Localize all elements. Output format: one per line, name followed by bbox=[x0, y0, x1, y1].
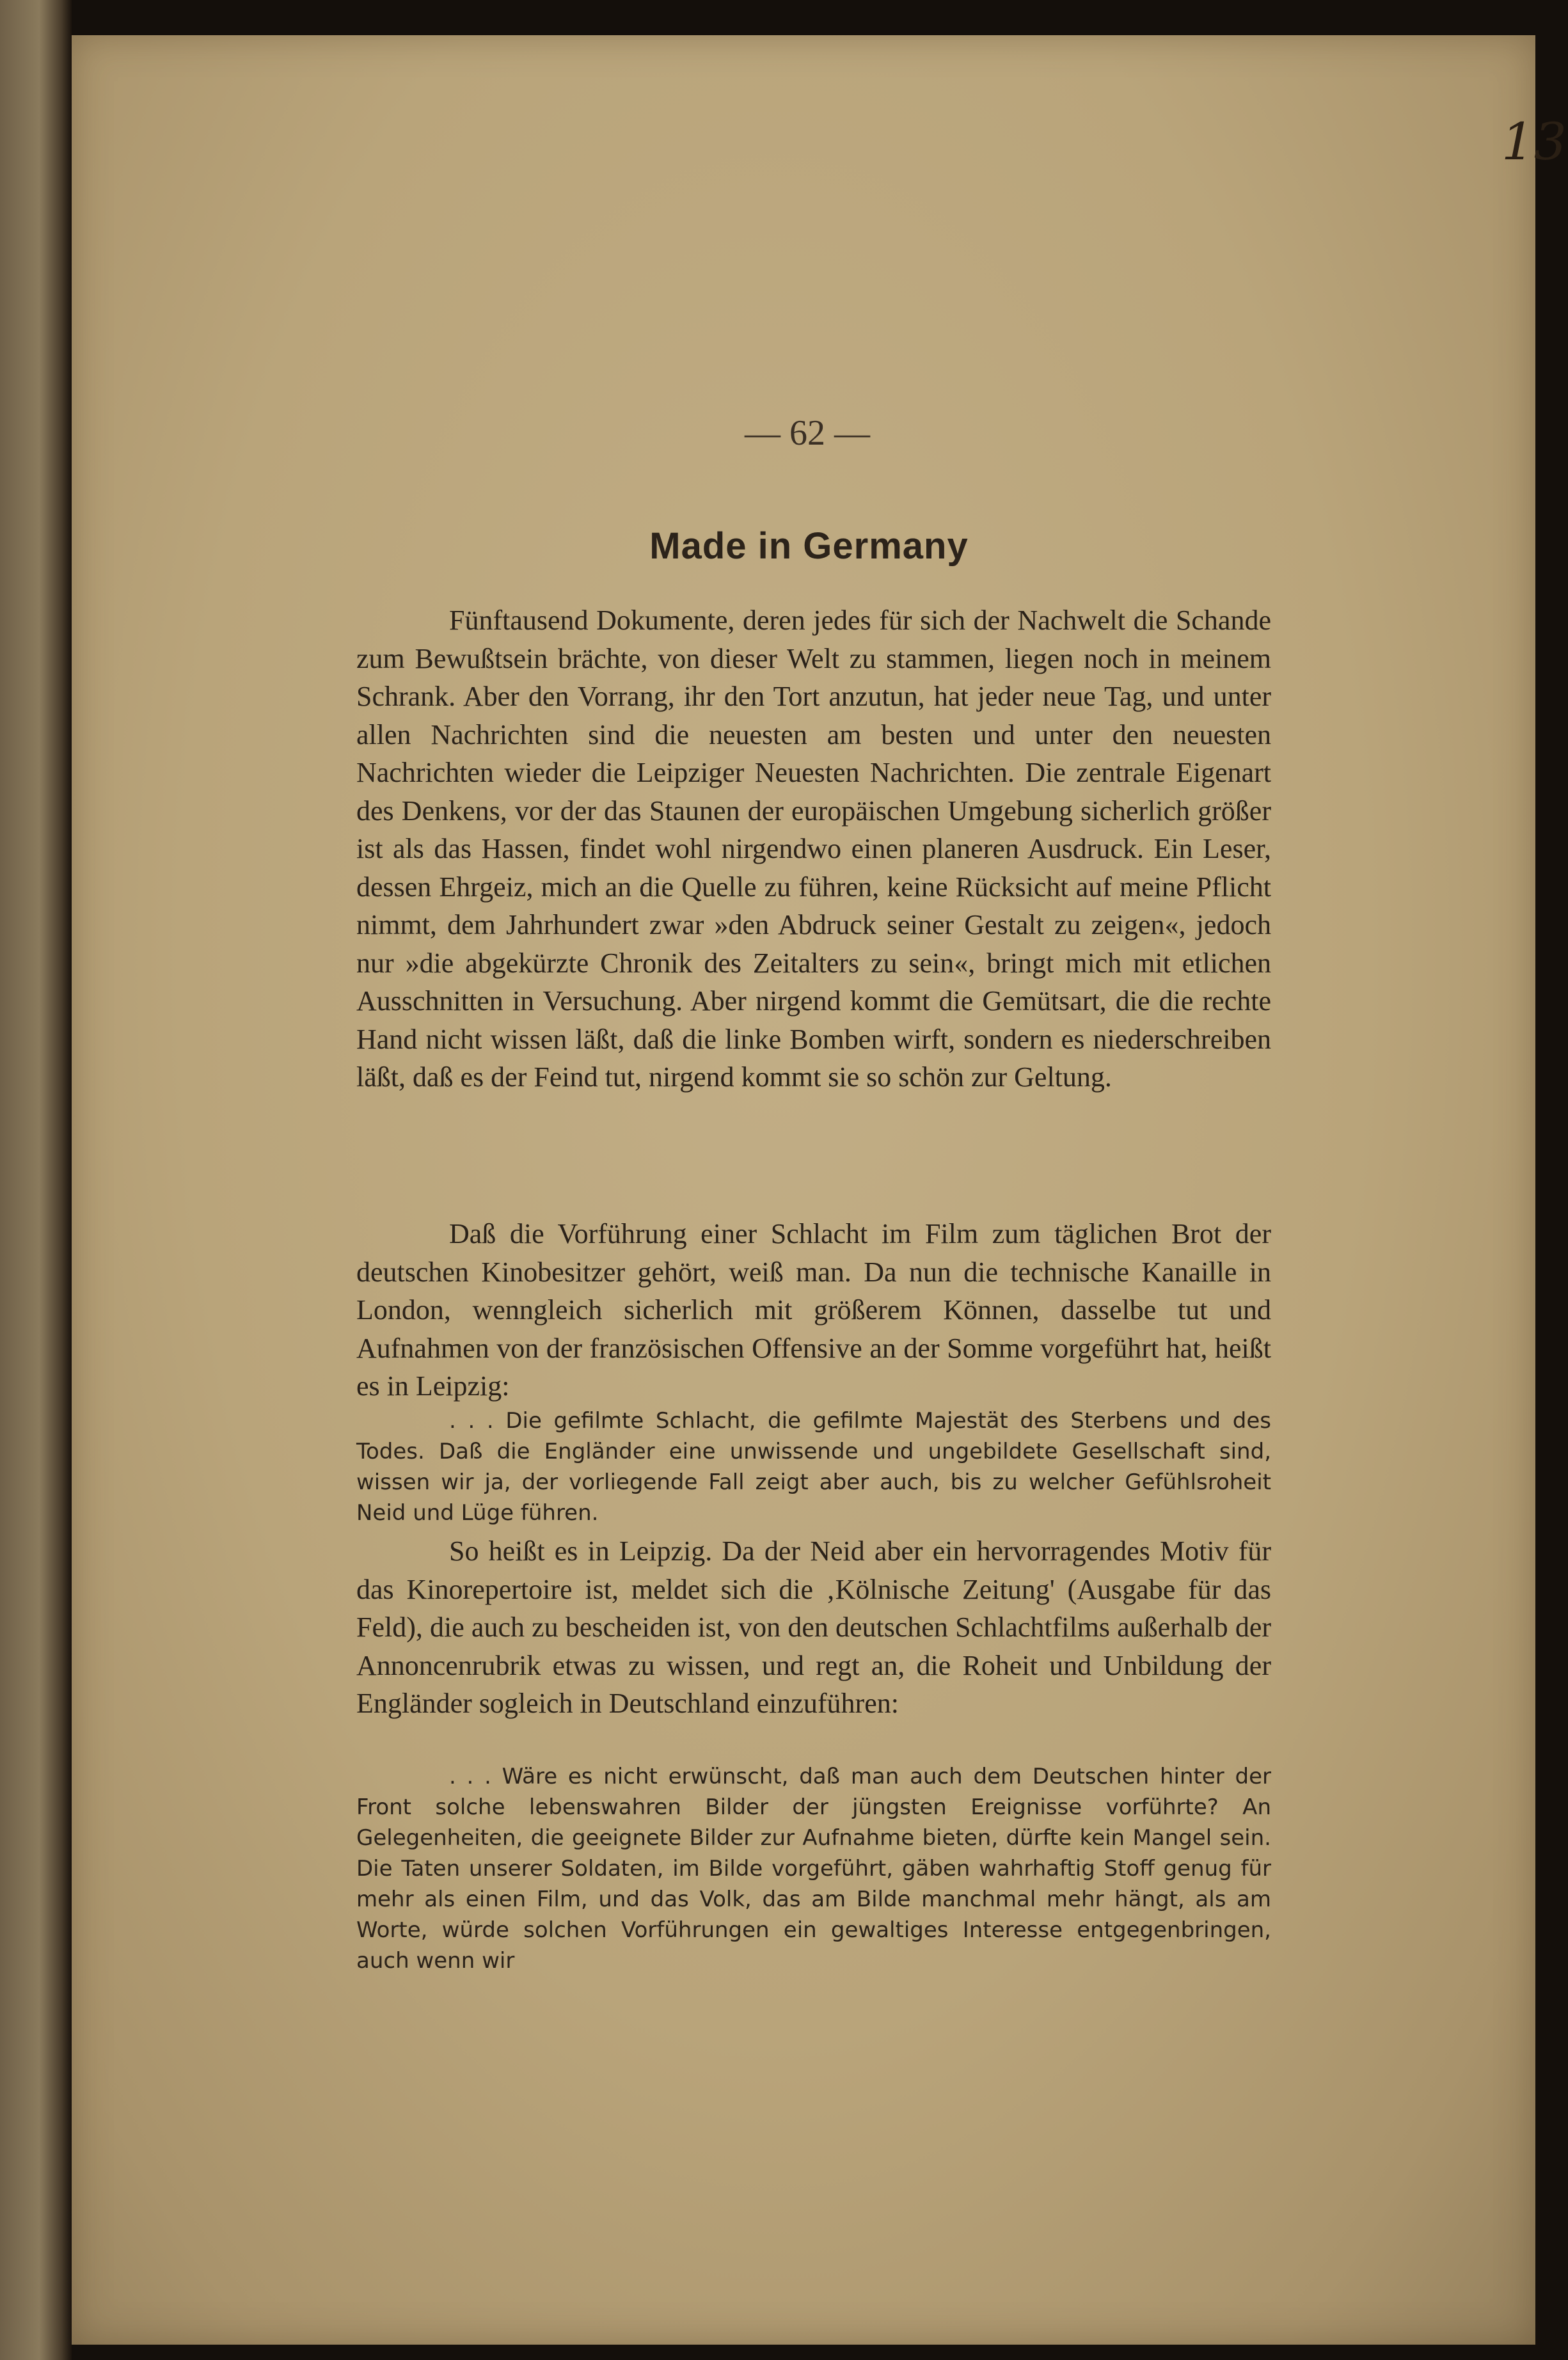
page-title: Made in Germany bbox=[649, 525, 969, 567]
book-page bbox=[72, 35, 1567, 2345]
paragraph-text: So heißt es in Leipzig. Da der Neid aber ein hervorragendes Motiv für das Kinorepertoire ist, meldet sich die ‚Kölnische Zeitung' (Ausgabe für das Feld), die auch zu bescheiden ist, von den deutschen Schlachtfilms außerhalb der Annoncenrubrik etwas zu wissen, und regt an, die Roheit und Unbildung der Engländer sogleich in Deutschland einzuführen: bbox=[356, 1535, 1271, 1719]
handwritten-folio-number: 13 bbox=[1501, 112, 1567, 171]
quotation-text: . . . Die gefilmte Schlacht, die gefilmte Majestät des Sterbens und des Todes. Daß die Engländer eine unwissende und ungebildete Gesellschaft sind, wissen wir ja, der vorliegende Fall zeigt aber auch, bis zu welcher Gefühlsroheit Neid und Lüge führen. bbox=[356, 1408, 1271, 1526]
paragraph-text: Fünftausend Dokumente, deren jedes für sich der Nachwelt die Schande zum Bewußtsein brächte, von dieser Welt zu stammen, liegen noch in meinem Schrank. Aber den Vorrang, ihr den Tort anzutun, hat jeder neue Tag, und unter allen Nachrichten sind die neuesten am besten und unter den neuesten Nachrichten wieder die Leipziger Neuesten Nachrichten. Die zentrale Eigenart des Denkens, vor der das Staunen der europäischen Umgebung sicherlich größer ist als das Hassen, findet wohl nirgendwo einen planeren Ausdruck. Ein Leser, dessen Ehrgeiz, mich an die Quelle zu führen, keine Rücksicht auf meine Pflicht nimmt, dem Jahrhundert zwar »den Abdruck seiner Gestalt zu zeigen«, jedoch nur »die abgekürzte Chronik des Zeitalters zu sein«, bringt mich mit etlichen Ausschnitten in Versuchung. Aber nirgend kommt die Gemütsart, die die rechte Hand nicht wissen läßt, daß die linke Bomben wirft, sondern es niederschreiben läßt, daß es der Feind tut, nirgend kommt sie so schön zur Geltung. bbox=[356, 605, 1271, 1093]
paragraph-2 bbox=[356, 1215, 1271, 1406]
quotation-2 bbox=[356, 1761, 1271, 1976]
quotation-1 bbox=[356, 1406, 1271, 1528]
page-number: — 62 — bbox=[745, 413, 870, 453]
paragraph-text: Daß die Vorführung einer Schlacht im Film zum täglichen Brot der deutschen Kinobesitzer gehört, weiß man. Da nun die technische Kanaille in London, wenngleich sicherlich mit größerem Können, dasselbe tut und Aufnahmen von der französischen Offensive an der Somme vorgeführt hat, heißt es in Leipzig: bbox=[356, 1218, 1271, 1402]
paragraph-1 bbox=[356, 601, 1271, 1097]
quotation-text: . . . Wäre es nicht erwünscht, daß man auch dem Deutschen hinter der Front solche lebenswahren Bilder der jüngsten Ereignisse vorführte? An Gelegenheiten, die geeignete Bilder zur Aufnahme bieten, dürfte kein Mangel sein. Die Taten unserer Soldaten, im Bilde vorgeführt, gäben wahrhaftig Stoff genug für mehr als einen Film, und das Volk, das am Bilde manchmal mehr hängt, als am Worte, würde solchen Vorführungen ein gewaltiges Interesse entgegenbringen, auch wenn wir bbox=[356, 1764, 1271, 1974]
facing-page-edge bbox=[0, 0, 72, 2360]
paragraph-3 bbox=[356, 1532, 1271, 1723]
